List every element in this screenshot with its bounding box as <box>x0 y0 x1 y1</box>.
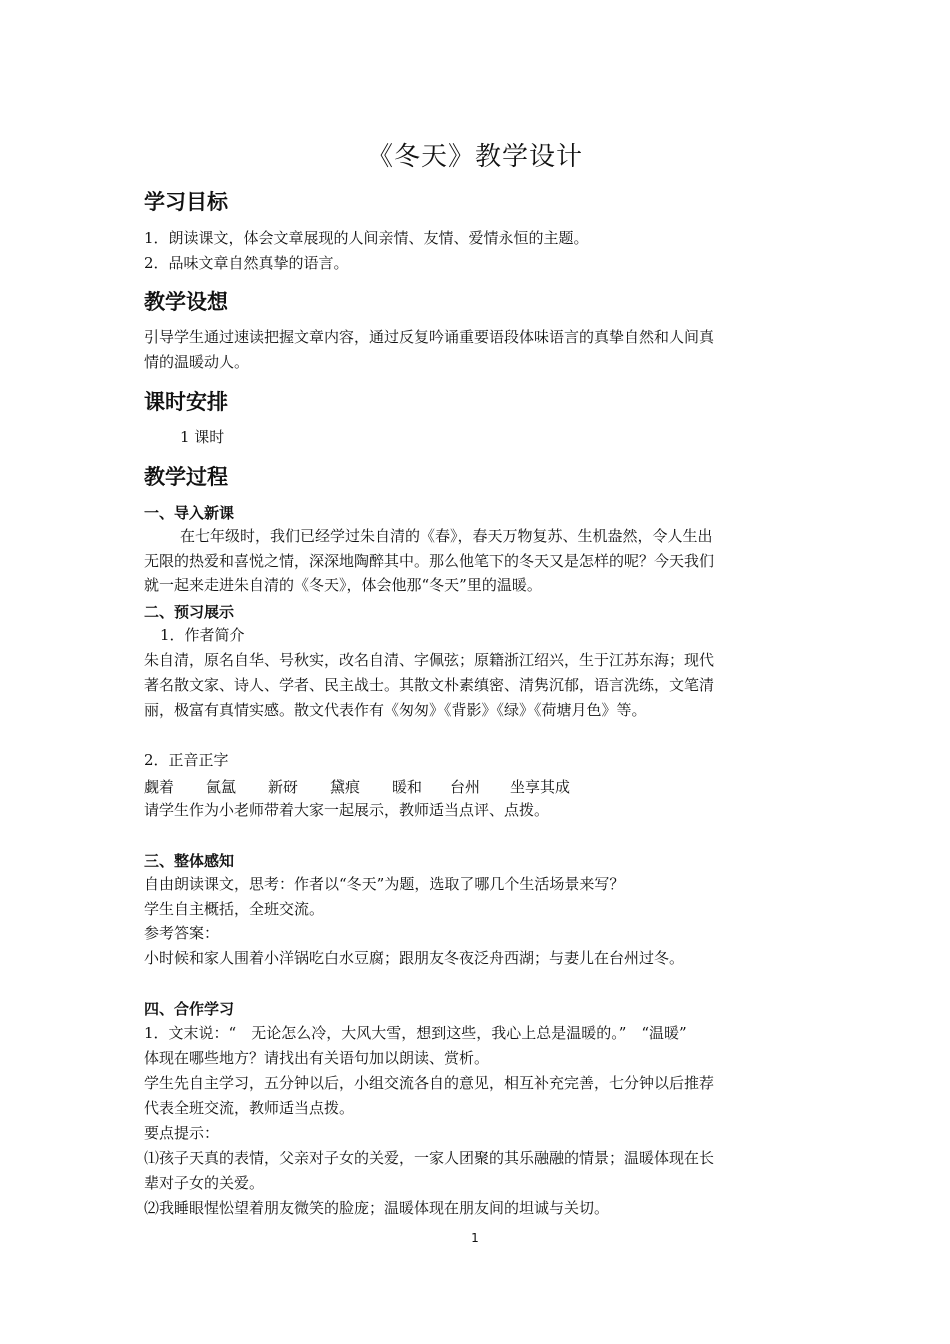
word-item: 新砑 <box>268 778 299 796</box>
word-item: 黛痕 <box>330 778 361 796</box>
part4-line: ⑵我睡眼惺忪望着朋友微笑的脸庞；温暖体现在朋友间的坦诚与关切。 <box>144 1199 610 1217</box>
word-item: 暖和 <box>392 778 423 796</box>
page-number: 1 <box>471 1231 479 1245</box>
heading-part4: 四、合作学习 <box>144 1000 235 1018</box>
heading-teaching-concept: 教学设想 <box>144 290 228 314</box>
part4-line: 辈对子女的关爱。 <box>144 1174 265 1192</box>
author-line: 著名散文家、诗人、学者、民主战士。其散文朴素缜密、清隽沉郁，语言洗练，文笔清 <box>144 676 715 694</box>
part4-line: 代表全班交流，教师适当点拨。 <box>144 1099 355 1117</box>
author-intro-subheading: 1．作者简介 <box>160 626 245 644</box>
word-item: 坐享其成 <box>510 778 571 796</box>
word-item: 觑着 <box>144 778 175 796</box>
part3-line: 学生自主概括，全班交流。 <box>144 900 325 918</box>
part1-line: 无限的热爱和喜悦之情，深深地陶醉其中。那么他笔下的冬天又是怎样的呢？今天我们 <box>144 552 715 570</box>
heading-part2: 二、预习展示 <box>144 603 235 621</box>
goal-item: 1．朗读课文，体会文章展现的人间亲情、友情、爱情永恒的主题。 <box>144 229 589 247</box>
part4-line: 要点提示： <box>144 1124 220 1142</box>
concept-line: 引导学生通过速读把握文章内容，通过反复吟诵重要语段体味语言的真挚自然和人间真 <box>144 328 715 346</box>
part4-line: 体现在哪些地方？请找出有关语句加以朗读、赏析。 <box>144 1049 490 1067</box>
author-line: 丽，极富有真情实感。散文代表作有《匆匆》《背影》《绿》《荷塘月色》等。 <box>144 701 647 719</box>
heading-part3: 三、整体感知 <box>144 852 235 870</box>
part1-line: 就一起来走进朱自清的《冬天》，体会他那“冬天”里的温暖。 <box>144 576 542 594</box>
word-item: 氤氲 <box>206 778 237 796</box>
author-line: 朱自清，原名自华、号秋实，改名自清、字佩弦；原籍浙江绍兴，生于江苏东海；现代 <box>144 651 715 669</box>
heading-schedule: 课时安排 <box>144 390 228 414</box>
heading-learning-goals: 学习目标 <box>144 190 228 214</box>
part1-line: 在七年级时，我们已经学过朱自清的《春》，春天万物复苏、生机盎然，令人生出 <box>180 527 713 545</box>
part3-line: 小时候和家人围着小洋锅吃白水豆腐；跟朋友冬夜泛舟西湖；与妻儿在台州过冬。 <box>144 949 685 967</box>
schedule-text: 1 课时 <box>180 428 225 446</box>
concept-line: 情的温暖动人。 <box>144 353 250 371</box>
part2-note: 请学生作为小老师带着大家一起展示，教师适当点评、点拨。 <box>144 801 550 819</box>
goal-item: 2．品味文章自然真挚的语言。 <box>144 254 349 272</box>
part4-line: ⑴孩子天真的表情，父亲对子女的关爱，一家人团聚的其乐融融的情景；温暖体现在长 <box>144 1149 715 1167</box>
part3-line: 自由朗读课文，思考：作者以“冬天”为题，选取了哪几个生活场景来写？ <box>144 875 625 893</box>
part3-line: 参考答案： <box>144 924 220 942</box>
heading-part1: 一、导入新课 <box>144 504 235 522</box>
part4-line: 学生先自主学习，五分钟以后，小组交流各自的意见，相互补充完善，七分钟以后推荐 <box>144 1074 715 1092</box>
document-title: 《冬天》教学设计 <box>366 142 583 172</box>
pronunciation-subheading: 2．正音正字 <box>144 751 229 769</box>
word-item: 台州 <box>450 778 481 796</box>
heading-teaching-process: 教学过程 <box>144 465 228 489</box>
part4-line: 1．文末说：“ 无论怎么冷，大风大雪，想到这些，我心上总是温暖的。” “温暖” <box>144 1024 687 1042</box>
